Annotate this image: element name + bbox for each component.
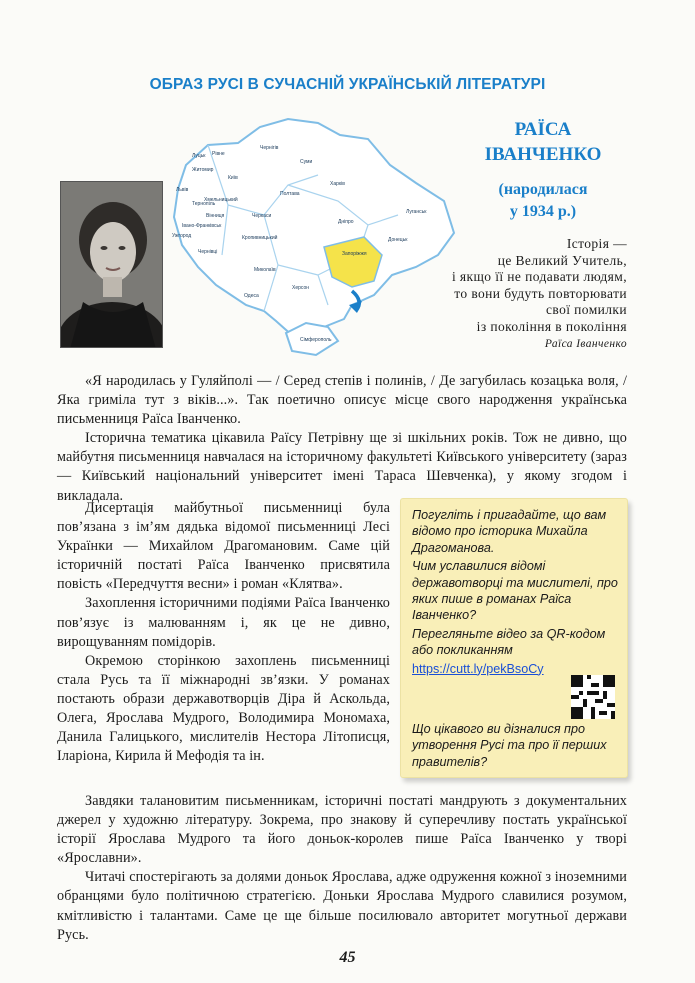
author-years-line1: (народилася (498, 181, 588, 198)
callout-question: Що цікавого ви дізналися про утворення Русі та про її перших правителів? (412, 722, 607, 769)
svg-text:Львів: Львів (176, 187, 189, 193)
svg-text:Черкаси: Черкаси (252, 213, 272, 219)
svg-text:Чернівці: Чернівці (198, 249, 218, 255)
svg-text:Херсон: Херсон (292, 285, 309, 291)
svg-text:Рівне: Рівне (212, 151, 225, 157)
author-years-line2: у 1934 р.) (509, 203, 577, 220)
svg-text:Донецьк: Донецьк (388, 237, 408, 243)
svg-text:Луганськ: Луганськ (406, 209, 427, 215)
author-name-line2: ІВАНЧЕНКО (484, 144, 602, 165)
svg-text:Харків: Харків (330, 181, 345, 187)
callout-question: Чим уславилися відомі державотворці та мислителі, про яких пише в романах Раїса Іванченко? (412, 559, 618, 623)
epigraph-line: це Великий Учитель, (497, 252, 627, 268)
epigraph (367, 236, 627, 353)
author-portrait (60, 181, 163, 348)
epigraph-line: свої помилки (546, 302, 627, 317)
epigraph-author: Раїса Іванченко (544, 338, 627, 350)
svg-text:Тернопіль: Тернопіль (192, 201, 216, 207)
questions-callout (400, 498, 628, 778)
svg-text:Івано-Франківськ: Івано-Франківськ (182, 223, 222, 229)
svg-text:Дніпро: Дніпро (338, 219, 354, 225)
svg-text:Кропивницький: Кропивницький (242, 235, 278, 241)
paragraph: «Я народилась у Гуляйполі — / Серед степів і полинів, / Де загубилась козацька воля, / Яка гриміла тут з віків...». Так поетично описує місце свого народження українська письменниця Раїса Іванченко. (57, 373, 627, 428)
epigraph-line: то вони будуть повторювати (454, 285, 627, 301)
author-name (468, 117, 618, 167)
svg-text:Одеса: Одеса (244, 293, 259, 299)
svg-text:Вінниця: Вінниця (206, 213, 225, 219)
svg-text:Житомир: Житомир (192, 167, 214, 173)
chapter-title: ОБРАЗ РУСІ В СУЧАСНІЙ УКРАЇНСЬКІЙ ЛІТЕРАТУРІ (149, 76, 546, 93)
author-name-line1: РАЇСА (514, 119, 572, 140)
qr-code-icon[interactable] (571, 675, 615, 719)
callout-question: Погугліть і пригадайте, що вам відомо про історика Михайла Драгоманова. (412, 508, 607, 555)
svg-text:Миколаїв: Миколаїв (254, 267, 276, 273)
svg-text:Чернігів: Чернігів (260, 145, 279, 151)
left-column-paragraphs (57, 499, 390, 766)
svg-text:Сімферополь: Сімферополь (300, 337, 332, 343)
epigraph-line: із покоління в покоління (476, 318, 627, 334)
intro-paragraphs (57, 372, 627, 506)
svg-text:Луцьк: Луцьк (192, 153, 206, 159)
svg-text:Хмельницький: Хмельницький (204, 197, 238, 203)
page-number: 45 (339, 949, 356, 966)
svg-text:Суми: Суми (300, 159, 313, 165)
paragraph: Дисертація майбутньої письменниці була пов’язана з ім’ям дядька відомої письменниці Лесі Українки — Михайлом Драгомановим. Саме цій історичній постаті Раїса Іванченко присвятила повість «Передчуття весни» і роман «Клятва». (57, 500, 390, 593)
svg-text:Ужгород: Ужгород (172, 233, 192, 239)
paragraph: Читачі спостерігають за долями доньок Ярослава, адже одруження кожної з іноземними обранцями було політичною стратегією. Доньки Ярослава Мудрого славилися розумом, кмітливістю і талантами. Саме це ще більше посилювало авторитет могутньої держави Русь. (57, 869, 627, 943)
svg-text:Київ: Київ (228, 175, 238, 181)
paragraph: Окремою сторінкою захоплень письменниці стала Русь та її міжнародні зв’язки. У романах постають образи державотворців Діра й Аскольда, Олега, Ярослава Мудрого, Володимира Мономаха, Данила Галицького, мислителів Нестора Літописця, Іларіона, Кирила й Мефодія та ін. (57, 652, 390, 765)
svg-text:Запоріжжя: Запоріжжя (342, 251, 367, 257)
callout-question: Перегляньте відео за QR-кодом або покликанням (412, 626, 606, 658)
svg-text:Полтава: Полтава (280, 191, 300, 197)
epigraph-line: і якщо її не подавати людям, (452, 269, 627, 284)
epigraph-line: Історія — (566, 236, 627, 251)
paragraph: Завдяки талановитим письменникам, історичні постаті мандрують з документальних джерел у художню літературу. Зокрема, про знакову й суперечливу постать української історії Ярослава Мудрого та його доньок-королев пише Раїса Іванченко у творі «Ярославни». (57, 793, 627, 867)
author-years (468, 179, 618, 223)
closing-paragraphs (57, 792, 627, 945)
paragraph: Історична тематика цікавила Раїсу Петрівну ще зі шкільних років. Тож не дивно, що майбутня письменниця навчалася на історичному факультеті Київського університету (зараз — Київський національний університет імені Тараса Шевченка), у якому згодом і викладала. (57, 430, 627, 504)
paragraph: Захоплення історичними подіями Раїса Іванченко пов’язує із малюванням і, як це не дивно, вирощуванням помідорів. (57, 595, 390, 650)
video-link[interactable]: https://cutt.ly/pekBsoCy (412, 661, 544, 676)
